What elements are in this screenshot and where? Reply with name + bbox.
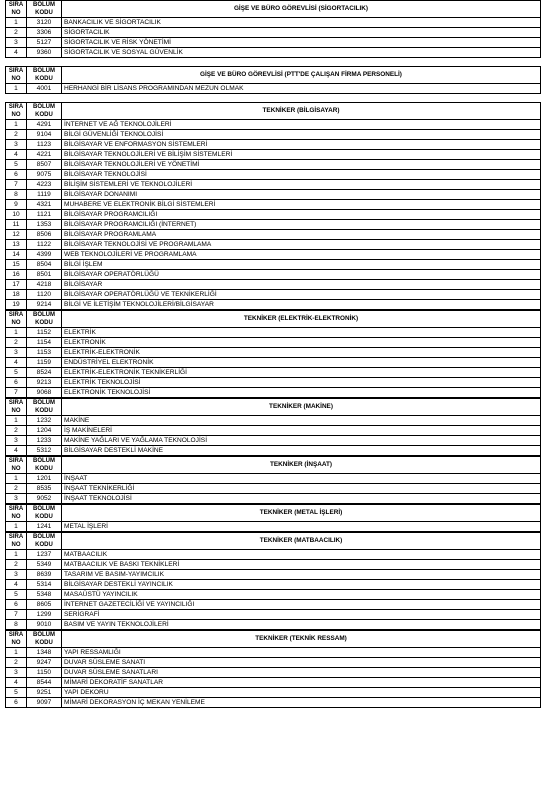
row-number: 3 — [6, 494, 27, 504]
department-code: 9360 — [27, 48, 62, 58]
department-name: BİLGİSAYAR PROGRAMLAMA — [62, 230, 541, 240]
department-code: 8524 — [27, 368, 62, 378]
row-number: 6 — [6, 600, 27, 610]
row-number: 1 — [6, 18, 27, 28]
header-bolum-kodu — [27, 67, 62, 84]
header-bolum-kodu — [27, 103, 62, 120]
header-sira-no-line2: NO — [11, 514, 21, 520]
department-name: METAL İŞLERİ — [62, 522, 541, 532]
row-number: 1 — [6, 648, 27, 658]
row-number: 18 — [6, 290, 27, 300]
department-code: 4291 — [27, 120, 62, 130]
table-row — [6, 338, 541, 348]
department-name: ELEKTRONİK — [62, 338, 541, 348]
department-code: 9010 — [27, 620, 62, 630]
table-row — [6, 446, 541, 456]
department-name: DUVAR SÜSLEME SANATI — [62, 658, 541, 668]
row-number: 2 — [6, 130, 27, 140]
department-name: MİMARİ DEKORASYON İÇ MEKAN YENİLEME — [62, 698, 541, 708]
header-sira-no — [6, 103, 27, 120]
table-row — [6, 668, 541, 678]
table-row — [6, 688, 541, 698]
department-code: 5314 — [27, 580, 62, 590]
department-code: 4399 — [27, 250, 62, 260]
section-header-row — [6, 103, 541, 120]
header-sira-no-line2: NO — [11, 408, 21, 414]
row-number: 5 — [6, 590, 27, 600]
department-name: BİLGİ VE İLETİŞİM TEKNOLOJİLERİ/BİLGİSAYAR — [62, 300, 541, 310]
section-title: GİŞE VE BÜRO GÖREVLİSİ (PTT'DE ÇALIŞAN FİRMA PERSONELİ) — [62, 67, 541, 84]
section-table — [5, 66, 541, 94]
section-title: TEKNİKER (MATBAACILIK) — [62, 533, 541, 550]
department-code: 8605 — [27, 600, 62, 610]
row-number: 1 — [6, 416, 27, 426]
department-code: 4221 — [27, 150, 62, 160]
table-row — [6, 522, 541, 532]
table-row — [6, 170, 541, 180]
row-number: 14 — [6, 250, 27, 260]
row-number: 1 — [6, 120, 27, 130]
department-code: 9075 — [27, 170, 62, 180]
department-name: ELEKTRİK-ELEKTRONİK — [62, 348, 541, 358]
section-table — [5, 630, 541, 708]
header-sira-no-line2: NO — [11, 640, 21, 646]
section-table — [5, 456, 541, 504]
section-table — [5, 102, 541, 310]
section-header-row — [6, 505, 541, 522]
table-row — [6, 190, 541, 200]
department-name: BİLGİ GÜVENLİĞİ TEKNOLOJİSİ — [62, 130, 541, 140]
department-code: 1201 — [27, 474, 62, 484]
row-number: 6 — [6, 378, 27, 388]
table-row — [6, 210, 541, 220]
header-sira-no — [6, 631, 27, 648]
table-row — [6, 300, 541, 310]
table-row — [6, 590, 541, 600]
table-row — [6, 290, 541, 300]
header-bolum-kodu-line1: BÖLÜM — [33, 458, 55, 464]
row-number: 2 — [6, 28, 27, 38]
header-bolum-kodu-line2: KODU — [35, 112, 53, 118]
table-row — [6, 494, 541, 504]
section-header-row — [6, 457, 541, 474]
department-code: 3120 — [27, 18, 62, 28]
department-code: 1153 — [27, 348, 62, 358]
header-bolum-kodu — [27, 457, 62, 474]
header-bolum-kodu-line2: KODU — [35, 10, 53, 16]
department-code: 1232 — [27, 416, 62, 426]
row-number: 1 — [6, 550, 27, 560]
department-code: 9097 — [27, 698, 62, 708]
department-name: İNTERNET GAZETECİLİĞİ VE YAYINCILIĞI — [62, 600, 541, 610]
department-name: DUVAR SÜSLEME SANATLARI — [62, 668, 541, 678]
table-row — [6, 160, 541, 170]
department-name: BANKACILIK VE SİGORTACILIK — [62, 18, 541, 28]
row-number: 1 — [6, 84, 27, 94]
table-row — [6, 560, 541, 570]
department-code: 4223 — [27, 180, 62, 190]
header-sira-no-line1: SIRA — [8, 68, 24, 74]
header-sira-no-line1: SIRA — [8, 534, 24, 540]
table-row — [6, 28, 541, 38]
header-sira-no — [6, 1, 27, 18]
row-number: 1 — [6, 328, 27, 338]
header-bolum-kodu-line1: BÖLÜM — [33, 632, 55, 638]
table-row — [6, 348, 541, 358]
table-row — [6, 678, 541, 688]
row-number: 8 — [6, 620, 27, 630]
department-name: BİLGİSAYAR TEKNOLOJİSİ — [62, 170, 541, 180]
row-number: 3 — [6, 668, 27, 678]
department-code: 9213 — [27, 378, 62, 388]
department-name: BASIM VE YAYIN TEKNOLOJİLERİ — [62, 620, 541, 630]
department-code: 9104 — [27, 130, 62, 140]
header-sira-no-line1: SIRA — [8, 312, 24, 318]
section-table — [5, 532, 541, 630]
department-name: SİGORTACILIK VE RİSK YÖNETİMİ — [62, 38, 541, 48]
table-row — [6, 150, 541, 160]
section-header-row — [6, 311, 541, 328]
table-row — [6, 38, 541, 48]
header-bolum-kodu-line1: BÖLÜM — [33, 2, 55, 8]
table-row — [6, 698, 541, 708]
row-number: 5 — [6, 368, 27, 378]
department-name: HERHANGİ BİR LİSANS PROGRAMINDAN MEZUN OLMAK — [62, 84, 541, 94]
document — [5, 0, 541, 708]
table-row — [6, 280, 541, 290]
table-row — [6, 230, 541, 240]
section-title: TEKNİKER (TEKNİK RESSAM) — [62, 631, 541, 648]
department-code: 1150 — [27, 668, 62, 678]
department-name: BİLİŞİM SİSTEMLERİ VE TEKNOLOJİLERİ — [62, 180, 541, 190]
header-sira-no-line2: NO — [11, 76, 21, 82]
department-name: İŞ MAKİNELERİ — [62, 426, 541, 436]
table-row — [6, 378, 541, 388]
section-table — [5, 310, 541, 398]
department-name: MUHABERE VE ELEKTRONİK BİLGİ SİSTEMLERİ — [62, 200, 541, 210]
department-code: 8544 — [27, 678, 62, 688]
row-number: 3 — [6, 436, 27, 446]
department-name: ELEKTRİK — [62, 328, 541, 338]
table-row — [6, 200, 541, 210]
department-code: 4321 — [27, 200, 62, 210]
header-sira-no-line2: NO — [11, 466, 21, 472]
department-name: WEB TEKNOLOJİLERİ VE PROGRAMLAMA — [62, 250, 541, 260]
section-table — [5, 504, 541, 532]
header-sira-no — [6, 67, 27, 84]
department-name: YAPI DEKORU — [62, 688, 541, 698]
table-row — [6, 620, 541, 630]
department-code: 8501 — [27, 270, 62, 280]
header-bolum-kodu-line2: KODU — [35, 514, 53, 520]
row-number: 11 — [6, 220, 27, 230]
department-name: BİLGİSAYAR PROGRAMCILIĞI — [62, 210, 541, 220]
header-sira-no — [6, 533, 27, 550]
section-header-row — [6, 1, 541, 18]
header-bolum-kodu-line2: KODU — [35, 542, 53, 548]
row-number: 2 — [6, 338, 27, 348]
section-title: TEKNİKER (MAKİNE) — [62, 399, 541, 416]
header-bolum-kodu-line2: KODU — [35, 466, 53, 472]
row-number: 3 — [6, 38, 27, 48]
table-row — [6, 260, 541, 270]
table-row — [6, 140, 541, 150]
row-number: 4 — [6, 678, 27, 688]
header-bolum-kodu-line1: BÖLÜM — [33, 534, 55, 540]
table-row — [6, 120, 541, 130]
header-sira-no — [6, 311, 27, 328]
department-name: SİGORTACILIK VE SOSYAL GÜVENLİK — [62, 48, 541, 58]
department-name: ENDÜSTRİYEL ELEKTRONİK — [62, 358, 541, 368]
department-code: 8535 — [27, 484, 62, 494]
row-number: 6 — [6, 170, 27, 180]
department-name: İNTERNET VE AĞ TEKNOLOJİLERİ — [62, 120, 541, 130]
header-bolum-kodu — [27, 311, 62, 328]
department-code: 1353 — [27, 220, 62, 230]
department-name: BİLGİSAYAR VE ENFORMASYON SİSTEMLERİ — [62, 140, 541, 150]
department-code: 9052 — [27, 494, 62, 504]
department-code: 5348 — [27, 590, 62, 600]
table-row — [6, 436, 541, 446]
row-number: 3 — [6, 570, 27, 580]
department-code: 8506 — [27, 230, 62, 240]
department-name: BİLGİSAYAR OPERATÖRLÜĞÜ VE TEKNİKERLİĞİ — [62, 290, 541, 300]
department-name: BİLGİSAYAR — [62, 280, 541, 290]
row-number: 4 — [6, 446, 27, 456]
row-number: 4 — [6, 150, 27, 160]
section-header-row — [6, 67, 541, 84]
header-bolum-kodu — [27, 631, 62, 648]
row-number: 4 — [6, 580, 27, 590]
header-sira-no-line2: NO — [11, 112, 21, 118]
header-bolum-kodu-line1: BÖLÜM — [33, 312, 55, 318]
row-number: 5 — [6, 160, 27, 170]
department-code: 5349 — [27, 560, 62, 570]
department-code: 1121 — [27, 210, 62, 220]
header-bolum-kodu-line2: KODU — [35, 320, 53, 326]
row-number: 4 — [6, 48, 27, 58]
row-number: 7 — [6, 610, 27, 620]
row-number: 15 — [6, 260, 27, 270]
section-spacer — [5, 94, 541, 102]
section-title: TEKNİKER (BİLGİSAYAR) — [62, 103, 541, 120]
header-sira-no — [6, 399, 27, 416]
department-name: MİMARİ DEKORATİF SANATLAR — [62, 678, 541, 688]
department-name: ELEKTRİK-ELEKTRONİK TEKNİKERLİĞİ — [62, 368, 541, 378]
table-row — [6, 600, 541, 610]
header-sira-no-line2: NO — [11, 542, 21, 548]
row-number: 9 — [6, 200, 27, 210]
header-bolum-kodu-line2: KODU — [35, 76, 53, 82]
department-name: ELEKTRONİK TEKNOLOJİSİ — [62, 388, 541, 398]
department-code: 1154 — [27, 338, 62, 348]
row-number: 2 — [6, 426, 27, 436]
table-row — [6, 270, 541, 280]
department-code: 1299 — [27, 610, 62, 620]
table-row — [6, 426, 541, 436]
department-name: MATBAACILIK — [62, 550, 541, 560]
row-number: 1 — [6, 474, 27, 484]
header-sira-no-line1: SIRA — [8, 632, 24, 638]
department-code: 4001 — [27, 84, 62, 94]
department-name: İNŞAAT — [62, 474, 541, 484]
department-code: 8504 — [27, 260, 62, 270]
table-row — [6, 84, 541, 94]
header-sira-no-line1: SIRA — [8, 506, 24, 512]
table-row — [6, 358, 541, 368]
department-name: MAKİNE YAĞLARI VE YAĞLAMA TEKNOLOJİSİ — [62, 436, 541, 446]
department-name: ELEKTRİK TEKNOLOJİSİ — [62, 378, 541, 388]
section-table — [5, 398, 541, 456]
table-row — [6, 180, 541, 190]
department-name: BİLGİSAYAR OPERATÖRLÜĞÜ — [62, 270, 541, 280]
table-row — [6, 240, 541, 250]
department-name: BİLGİ İŞLEM — [62, 260, 541, 270]
row-number: 1 — [6, 522, 27, 532]
department-code: 4218 — [27, 280, 62, 290]
header-sira-no-line1: SIRA — [8, 104, 24, 110]
row-number: 4 — [6, 358, 27, 368]
section-header-row — [6, 533, 541, 550]
table-row — [6, 658, 541, 668]
row-number: 12 — [6, 230, 27, 240]
department-code: 1237 — [27, 550, 62, 560]
department-code: 1120 — [27, 290, 62, 300]
header-sira-no-line1: SIRA — [8, 400, 24, 406]
department-name: MATBAACILIK VE BASKI TEKNİKLERİ — [62, 560, 541, 570]
department-code: 3306 — [27, 28, 62, 38]
header-sira-no — [6, 505, 27, 522]
table-row — [6, 368, 541, 378]
header-sira-no — [6, 457, 27, 474]
department-name: İNŞAAT TEKNİKERLİĞİ — [62, 484, 541, 494]
department-name: BİLGİSAYAR PROGRAMCILIĞI (İNTERNET) — [62, 220, 541, 230]
department-code: 9251 — [27, 688, 62, 698]
row-number: 2 — [6, 658, 27, 668]
header-bolum-kodu-line1: BÖLÜM — [33, 104, 55, 110]
department-name: BİLGİSAYAR DESTEKLİ YAYINCILIK — [62, 580, 541, 590]
table-row — [6, 18, 541, 28]
table-row — [6, 416, 541, 426]
department-code: 1233 — [27, 436, 62, 446]
department-code: 1159 — [27, 358, 62, 368]
row-number: 8 — [6, 190, 27, 200]
department-code: 9214 — [27, 300, 62, 310]
department-name: SERİGRAFİ — [62, 610, 541, 620]
department-name: MAKİNE — [62, 416, 541, 426]
row-number: 10 — [6, 210, 27, 220]
section-spacer — [5, 58, 541, 66]
row-number: 16 — [6, 270, 27, 280]
table-row — [6, 570, 541, 580]
department-code: 5312 — [27, 446, 62, 456]
department-code: 9247 — [27, 658, 62, 668]
header-bolum-kodu — [27, 399, 62, 416]
department-code: 1123 — [27, 140, 62, 150]
department-code: 1152 — [27, 328, 62, 338]
department-name: İNŞAAT TEKNOLOJİSİ — [62, 494, 541, 504]
header-sira-no-line1: SIRA — [8, 2, 24, 8]
department-name: TASARIM VE BASIM-YAYIMCILIK — [62, 570, 541, 580]
row-number: 3 — [6, 140, 27, 150]
row-number: 7 — [6, 180, 27, 190]
header-sira-no-line2: NO — [11, 320, 21, 326]
row-number: 7 — [6, 388, 27, 398]
table-row — [6, 130, 541, 140]
section-header-row — [6, 631, 541, 648]
department-code: 1122 — [27, 240, 62, 250]
header-sira-no-line1: SIRA — [8, 458, 24, 464]
department-code: 1241 — [27, 522, 62, 532]
table-row — [6, 388, 541, 398]
department-name: MASAÜSTÜ YAYINCILIK — [62, 590, 541, 600]
row-number: 6 — [6, 698, 27, 708]
table-row — [6, 474, 541, 484]
department-code: 1119 — [27, 190, 62, 200]
department-name: BİLGİSAYAR TEKNOLOJİLERİ VE YÖNETİMİ — [62, 160, 541, 170]
header-bolum-kodu-line1: BÖLÜM — [33, 506, 55, 512]
table-row — [6, 328, 541, 338]
section-title: TEKNİKER (İNŞAAT) — [62, 457, 541, 474]
section-table — [5, 0, 541, 58]
header-bolum-kodu — [27, 1, 62, 18]
row-number: 5 — [6, 688, 27, 698]
table-row — [6, 610, 541, 620]
department-name: YAPI RESSAMLIĞI — [62, 648, 541, 658]
row-number: 13 — [6, 240, 27, 250]
section-title: TEKNİKER (METAL İŞLERİ) — [62, 505, 541, 522]
department-name: BİLGİSAYAR DONANIMI — [62, 190, 541, 200]
header-bolum-kodu-line1: BÖLÜM — [33, 68, 55, 74]
department-code: 1348 — [27, 648, 62, 658]
department-name: SİGORTACILIK — [62, 28, 541, 38]
table-row — [6, 48, 541, 58]
department-code: 5127 — [27, 38, 62, 48]
header-bolum-kodu-line1: BÖLÜM — [33, 400, 55, 406]
table-row — [6, 648, 541, 658]
department-name: BİLGİSAYAR DESTEKLİ MAKİNE — [62, 446, 541, 456]
section-title: TEKNİKER (ELEKTRİK-ELEKTRONİK) — [62, 311, 541, 328]
header-sira-no-line2: NO — [11, 10, 21, 16]
table-row — [6, 220, 541, 230]
header-bolum-kodu-line2: KODU — [35, 408, 53, 414]
department-code: 1204 — [27, 426, 62, 436]
table-row — [6, 250, 541, 260]
row-number: 19 — [6, 300, 27, 310]
row-number: 2 — [6, 484, 27, 494]
department-code: 8507 — [27, 160, 62, 170]
header-bolum-kodu — [27, 533, 62, 550]
header-bolum-kodu-line2: KODU — [35, 640, 53, 646]
row-number: 3 — [6, 348, 27, 358]
table-row — [6, 580, 541, 590]
section-header-row — [6, 399, 541, 416]
section-title: GİŞE VE BÜRO GÖREVLİSİ (SİGORTACILIK) — [62, 1, 541, 18]
department-name: BİLGİSAYAR TEKNOLOJİSİ VE PROGRAMLAMA — [62, 240, 541, 250]
department-code: 8639 — [27, 570, 62, 580]
row-number: 17 — [6, 280, 27, 290]
table-row — [6, 484, 541, 494]
header-bolum-kodu — [27, 505, 62, 522]
row-number: 2 — [6, 560, 27, 570]
table-row — [6, 550, 541, 560]
department-code: 9068 — [27, 388, 62, 398]
department-name: BİLGİSAYAR TEKNOLOJİLERİ VE BİLİŞİM SİSTEMLERİ — [62, 150, 541, 160]
